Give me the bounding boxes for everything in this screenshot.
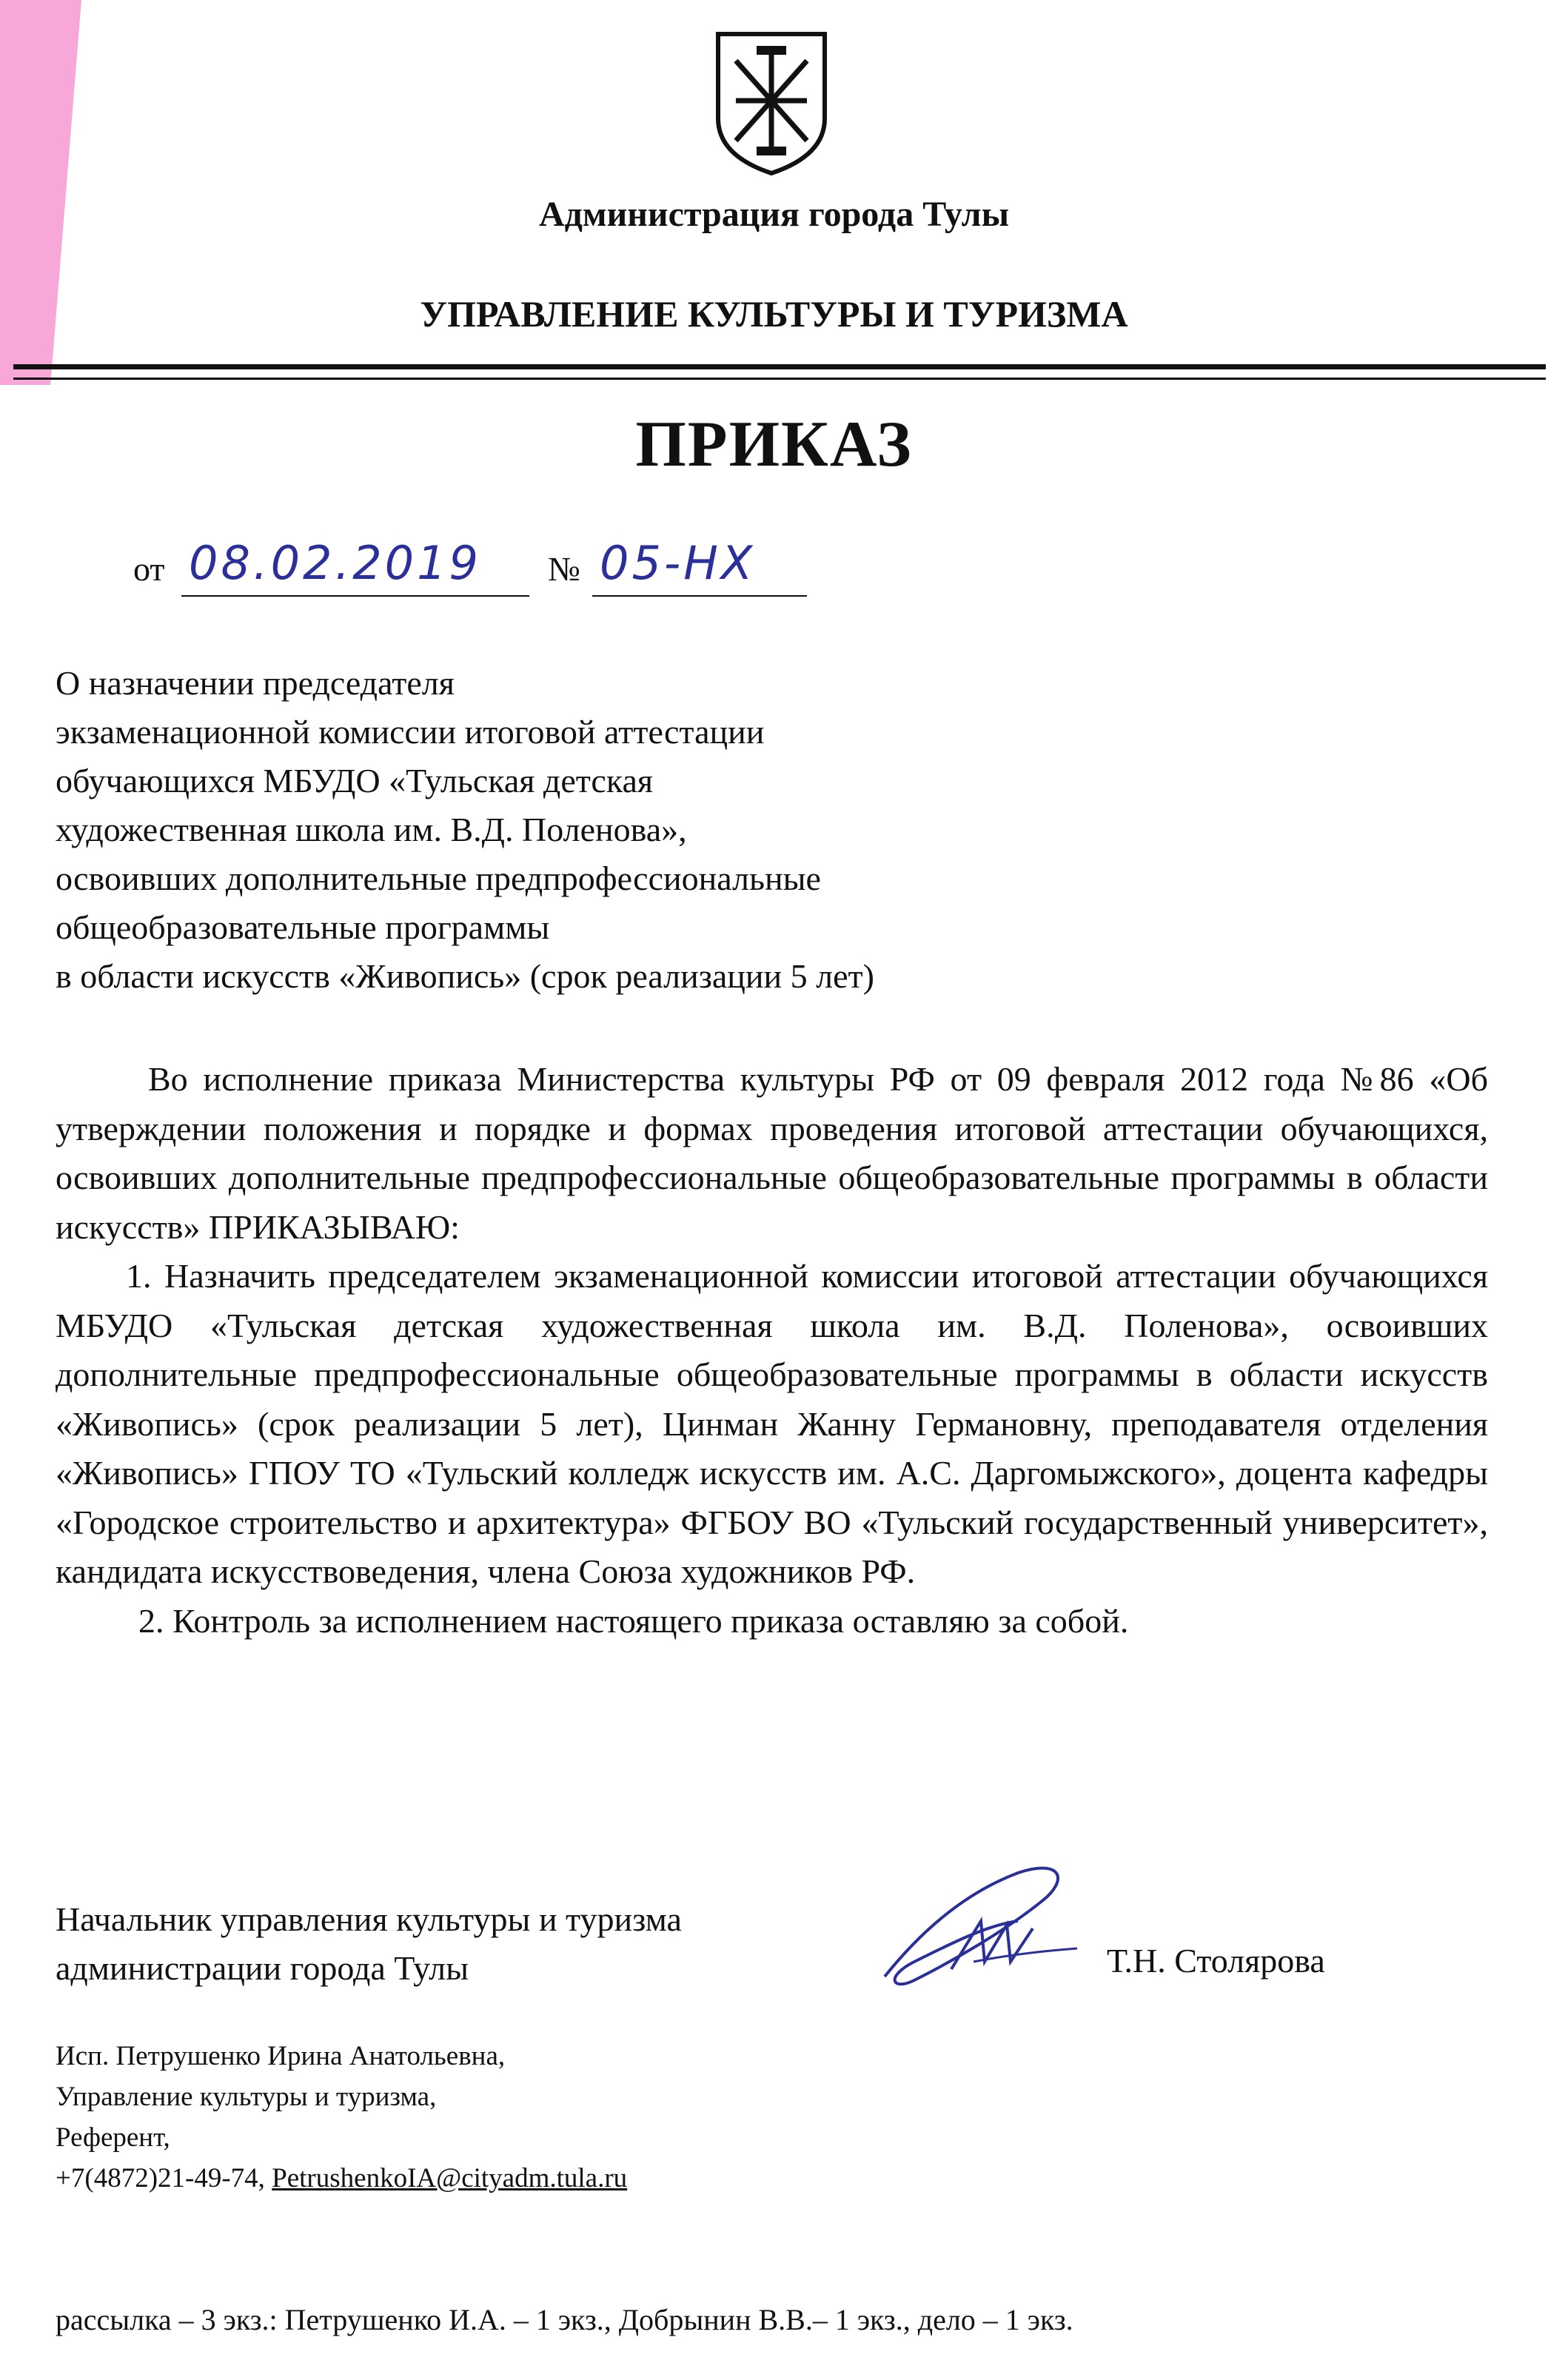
subject-line: освоивших дополнительные предпрофессиональные xyxy=(56,859,821,897)
handwritten-order-number: 05-НХ xyxy=(600,536,756,590)
subject-line: обучающихся МБУДО «Тульская детская xyxy=(56,762,654,800)
order-subject xyxy=(56,659,1240,1001)
date-prefix: от xyxy=(133,550,165,588)
subject-line: в области искусств «Живопись» (срок реализации 5 лет) xyxy=(56,957,874,995)
executor-line: Исп. Петрушенко Ирина Анатольевна, xyxy=(56,2041,506,2071)
executor-info xyxy=(56,2036,627,2199)
order-body xyxy=(56,1055,1488,1646)
executor-contact xyxy=(56,2158,627,2199)
organization-name: Администрация города Тулы xyxy=(538,195,1010,234)
executor-email-link[interactable]: PetrushenkoIA@cityadm.tula.ru xyxy=(272,2163,628,2193)
subject-line: экзаменационной комиссии итоговой аттестации xyxy=(56,713,765,751)
document-title: ПРИКАЗ xyxy=(635,409,913,480)
number-prefix: № xyxy=(548,550,580,588)
order-number-line xyxy=(133,536,918,598)
signer-position-line: администрации города Тулы xyxy=(56,1949,469,1987)
department-name: УПРАВЛЕНИЕ КУЛЬТУРЫ И ТУРИЗМА xyxy=(420,293,1128,335)
number-underline xyxy=(592,595,807,597)
subject-line: общеобразовательные программы xyxy=(56,908,550,946)
header-rule-thick xyxy=(13,364,1546,369)
order-item-1: 1. Назначить председателем экзаменационной комиссии итоговой аттестации обучающихся МБУДО «Тульская детская художественная школа им. В.Д. Поленова», освоивших дополнительные предпрофессиональные общеобразовательные программы в области искусств «Живопись» (срок реализации 5 лет), Цинман Жанну Германовну, преподавателя отделения «Живопись» ГПОУ ТО «Тульский колледж искусств им. А.С. Даргомыжского», доцента кафедры «Городское строительство и архитектура» ФГБОУ ВО «Тульский государственный университет», кандидата искусствоведения, члена Союза художников РФ. xyxy=(56,1257,1488,1590)
subject-line: О назначении председателя xyxy=(56,664,455,702)
header-rule-thin xyxy=(13,378,1546,380)
order-item-2: 2. Контроль за исполнением настоящего приказа оставляю за собой. xyxy=(138,1601,1129,1640)
executor-phone: +7(4872)21-49-74, xyxy=(56,2163,272,2193)
date-underline xyxy=(181,595,529,597)
handwritten-date: 08.02.2019 xyxy=(189,536,481,590)
order-preamble: Во исполнение приказа Министерства культуры РФ от 09 февраля 2012 года №86 «Об утверждении положения и порядке и формах проведения итоговой аттестации обучающихся, освоивших дополнительные предпрофессиональные общеобразовательные программы в области искусств» ПРИКАЗЫВАЮ: xyxy=(56,1060,1488,1246)
signer-name: Т.Н. Столярова xyxy=(1107,1942,1325,1980)
executor-line: Референт, xyxy=(56,2122,170,2153)
mailing-list: рассылка – 3 экз.: Петрушенко И.А. – 1 экз., Добрынин В.В.– 1 экз., дело – 1 экз. xyxy=(56,2303,1073,2336)
signer-position-line: Начальник управления культуры и туризма xyxy=(56,1900,682,1938)
executor-line: Управление культуры и туризма, xyxy=(56,2082,437,2112)
subject-line: художественная школа им. В.Д. Поленова», xyxy=(56,811,687,848)
tula-coat-of-arms-icon xyxy=(712,30,831,178)
handwritten-signature xyxy=(870,1851,1085,1999)
signer-position xyxy=(56,1895,682,1993)
